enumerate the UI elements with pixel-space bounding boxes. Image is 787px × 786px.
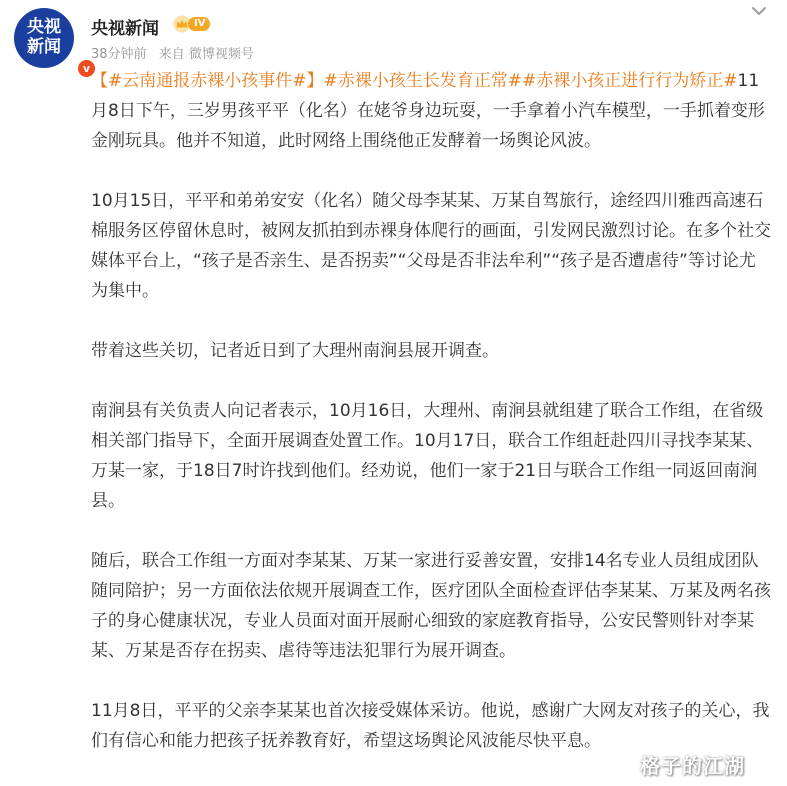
topic-link[interactable]: #云南通报赤裸小孩事件# xyxy=(108,71,307,91)
post-content xyxy=(91,66,771,756)
paragraph: 11月8日，平平的父亲李某某也首次接受媒体采访。他说，感谢广大网友对孩子的关心，我们有信心和能力把孩子抚养教育好，希望这场舆论风波能尽快平息。 xyxy=(91,701,770,751)
lead-text: 11月8日下午，三岁男孩平平（化名）在姥爷身边玩耍，一手拿着小汽车模型，一手抓着变形金刚玩具。他并不知道，此时网络上围绕他正发酵着一场舆论风波。 xyxy=(91,71,765,151)
post-meta xyxy=(91,43,254,62)
paragraph: 带着这些关切，记者近日到了大理州南涧县展开调查。 xyxy=(91,341,499,361)
account-name[interactable]: 央视新闻 xyxy=(91,19,159,39)
avatar-text-bottom: 新闻 xyxy=(27,37,61,57)
level-label: IV xyxy=(188,17,210,31)
paragraph: 随后，联合工作组一方面对李某某、万某一家进行妥善安置，安排14名专业人员组成团队随同陪护；另一方面依法依规开展调查工作，医疗团队全面检查评估李某某、万某及两名孩子的身心健康状况，专业人员面对面开展耐心细致的家庭教育指导，公安民警则针对李某某、万某是否存在拐卖、虐待等违法犯罪行为展开调查。 xyxy=(91,551,771,661)
topic-link[interactable]: #赤裸小孩生长发育正常# xyxy=(323,71,522,91)
chevron-down-icon[interactable] xyxy=(745,2,773,22)
watermark: 格子的江湖 xyxy=(640,754,745,778)
paragraph: 南涧县有关负责人向记者表示，10月16日，大理州、南涧县就组建了联合工作组，在省级相关部门指导下，全面开展调查处置工作。10月17日，联合工作组赶赴四川寻找李某某、万某一家，于18日7时许找到他们。经劝说，他们一家于21日与联合工作组一同返回南涧县。 xyxy=(91,401,764,511)
topic-link[interactable]: #赤裸小孩正进行行为矫正# xyxy=(522,71,738,91)
paragraph: 10月15日，平平和弟弟安安（化名）随父母李某某、万某自驾旅行，途经四川雅西高速石棉服务区停留休息时，被网友抓拍到赤裸身体爬行的画面，引发网民激烈讨论。在多个社交媒体平台上，“孩子是否亲生、是否拐卖”“父母是否非法牟利”“孩子是否遭虐待”等讨论尤为集中。 xyxy=(91,191,771,301)
verified-icon: v xyxy=(76,58,97,79)
post-lead-paragraph xyxy=(91,66,771,156)
bracket-open: 【 xyxy=(91,71,108,91)
bracket-close: 】 xyxy=(306,71,324,91)
avatar-text-top: 央视 xyxy=(27,17,61,37)
post-time[interactable]: 38分钟前 xyxy=(91,47,147,62)
post-source[interactable]: 来自 微博视频号 xyxy=(158,47,254,62)
member-level-badge[interactable] xyxy=(173,15,210,33)
post-header xyxy=(0,0,787,75)
avatar[interactable] xyxy=(14,8,91,75)
